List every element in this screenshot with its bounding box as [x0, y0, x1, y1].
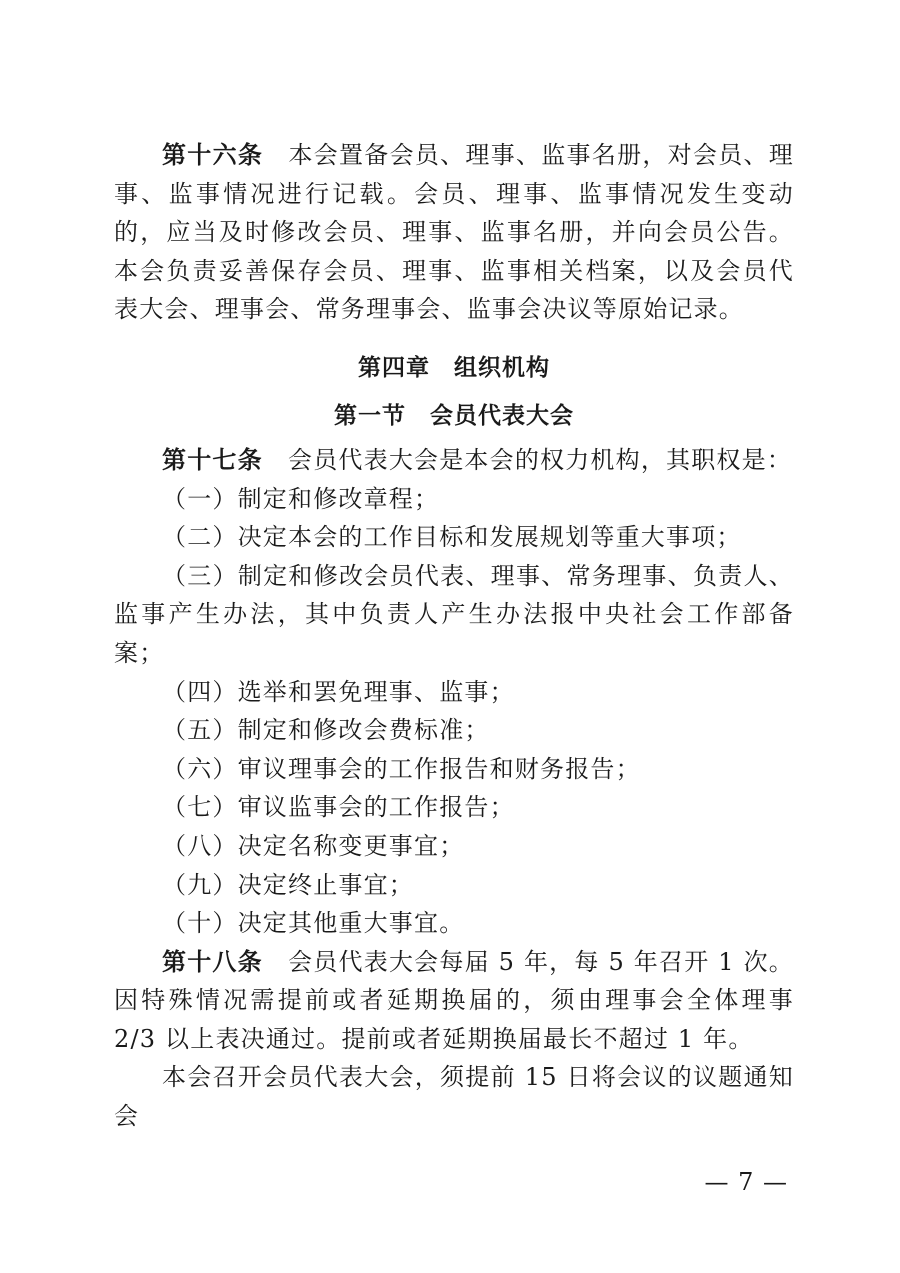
page-number: — 7 — [704, 1168, 788, 1196]
list-item: （六）审议理事会的工作报告和财务报告； [162, 754, 641, 783]
section-title: 第一节 会员代表大会 [334, 402, 574, 429]
article-18 [114, 943, 794, 1059]
list-item: （四）选举和罢免理事、监事； [162, 677, 515, 706]
article-17-label: 第十七条 [162, 445, 263, 474]
document-body [114, 136, 794, 1136]
article-16 [114, 136, 794, 329]
article-16-text: 本会置备会员、理事、监事名册，对会员、理事、监事情况进行记载。会员、理事、监事情况发生变动的，应当及时修改会员、理事、监事名册，并向会员公告。本会负责妥善保存会员、理事、监事相关档案，以及会员代表大会、理事会、常务理事会、监事会决议等原始记录。 [114, 141, 795, 324]
article-18-label: 第十八条 [162, 947, 263, 976]
article-17-text: 会员代表大会是本会的权力机构，其职权是： [288, 445, 793, 474]
list-item: （九）决定终止事宜； [162, 870, 414, 899]
list-item: （八）决定名称变更事宜； [162, 831, 465, 860]
article-18-text: 会员代表大会每届 5 年，每 5 年召开 1 次。因特殊情况需提前或者延期换届的，须由理事会全体理事 2/3 以上表决通过。提前或者延期换届最长不超过 1 年。 [114, 947, 794, 1053]
list-item: （十）决定其他重大事宜。 [162, 909, 465, 938]
chapter-title: 第四章 组织机构 [358, 354, 550, 381]
list-item: （二）决定本会的工作目标和发展规划等重大事项； [162, 523, 742, 552]
list-item: （三）制定和修改会员代表、理事、常务理事、负责人、监事产生办法，其中负责人产生办法报中央社会工作部备案； [114, 561, 794, 667]
article-16-label: 第十六条 [162, 141, 264, 169]
list-item: （七）审议监事会的工作报告； [162, 793, 515, 822]
article-18-paragraph-2: 本会召开会员代表大会，须提前 15 日将会议的议题通知会 [114, 1063, 794, 1131]
article-17 [114, 441, 794, 480]
list-item: （一）制定和修改章程； [162, 484, 440, 513]
list-item: （五）制定和修改会费标准； [162, 716, 490, 745]
